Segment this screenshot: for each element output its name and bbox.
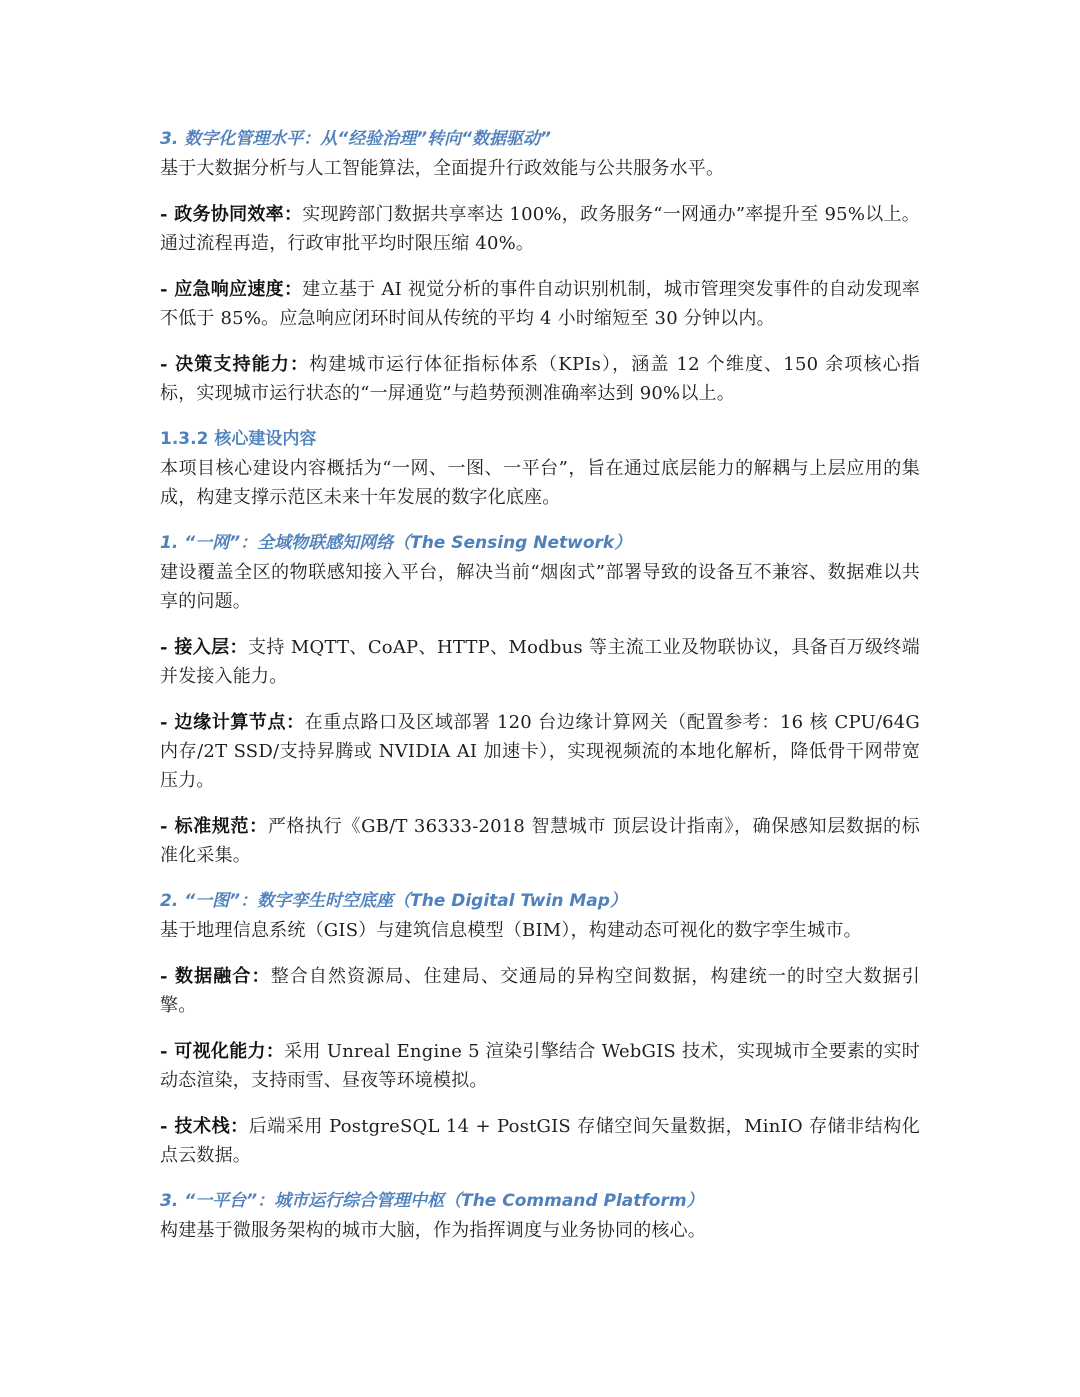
bullet-text: 构建城市运行体征指标体系（KPIs），涵盖 12 个维度、150 余项核心指标，实现城市运行状态的“一屏通览”与趋势预测准确率达到 90%以上。 bbox=[160, 354, 920, 404]
bullet-lead: - 可视化能力： bbox=[160, 1041, 285, 1062]
bullet-gov-efficiency bbox=[160, 200, 920, 258]
bullet-standards bbox=[160, 812, 920, 870]
bullet-data-fusion bbox=[160, 962, 920, 1020]
bullet-text: 采用 Unreal Engine 5 渲染引擎结合 WebGIS 技术，实现城市全要素的实时动态渲染，支持雨雪、昼夜等环境模拟。 bbox=[160, 1041, 920, 1091]
bullet-emergency-response bbox=[160, 275, 920, 333]
bullet-decision-support bbox=[160, 350, 920, 408]
bullet-text: 实现跨部门数据共享率达 100%，政务服务“一网通办”率提升至 95%以上。通过流程再造，行政审批平均时限压缩 40%。 bbox=[160, 204, 920, 254]
bullet-text: 严格执行《GB/T 36333-2018 智慧城市 顶层设计指南》，确保感知层数据的标准化采集。 bbox=[160, 816, 921, 866]
bullet-lead: - 政务协同效率： bbox=[160, 204, 303, 225]
bullet-text: 整合自然资源局、住建局、交通局的异构空间数据，构建统一的时空大数据引擎。 bbox=[160, 966, 920, 1016]
section-heading-sensing-network: 1. “一网”：全域物联感知网络（The Sensing Network） bbox=[160, 533, 632, 553]
bullet-edge-computing bbox=[160, 708, 920, 795]
bullet-lead: - 边缘计算节点： bbox=[160, 712, 305, 733]
bullet-text: 后端采用 PostgreSQL 14 + PostGIS 存储空间矢量数据，MinIO 存储非结构化点云数据。 bbox=[160, 1116, 921, 1166]
bullet-access-layer bbox=[160, 633, 920, 691]
paragraph-core-summary: 本项目核心建设内容概括为“一网、一图、一平台”，旨在通过底层能力的解耦与上层应用的集成，构建支撑示范区未来十年发展的数字化底座。 bbox=[160, 458, 920, 508]
paragraph-digital-twin: 基于地理信息系统（GIS）与建筑信息模型（BIM），构建动态可视化的数字孪生城市。 bbox=[160, 920, 862, 941]
document-page bbox=[160, 124, 920, 1245]
section-heading-command-platform: 3. “一平台”：城市运行综合管理中枢（The Command Platform） bbox=[160, 1191, 704, 1211]
paragraph-command-platform: 构建基于微服务架构的城市大脑，作为指挥调度与业务协同的核心。 bbox=[160, 1220, 706, 1241]
section-heading-data-driven: 3. 数字化管理水平：从“经验治理”转向“数据驱动” bbox=[160, 129, 551, 149]
bullet-lead: - 数据融合： bbox=[160, 966, 271, 987]
bullet-tech-stack bbox=[160, 1112, 920, 1170]
bullet-lead: - 标准规范： bbox=[160, 816, 268, 837]
bullet-text: 建立基于 AI 视觉分析的事件自动识别机制，城市管理突发事件的自动发现率不低于 85%。应急响应闭环时间从传统的平均 4 小时缩短至 30 分钟以内。 bbox=[160, 279, 920, 329]
bullet-lead: - 技术栈： bbox=[160, 1116, 249, 1137]
bullet-lead: - 接入层： bbox=[160, 637, 248, 658]
bullet-text: 在重点路口及区域部署 120 台边缘计算网关（配置参考：16 核 CPU/64G 内存/2T SSD/支持昇腾或 NVIDIA AI 加速卡），实现视频流的本地化解析，降低骨干网带宽压力。 bbox=[160, 712, 920, 791]
bullet-text: 支持 MQTT、CoAP、HTTP、Modbus 等主流工业及物联协议，具备百万级终端并发接入能力。 bbox=[160, 637, 921, 687]
bullet-visualization bbox=[160, 1037, 920, 1095]
section-heading-core-content: 1.3.2 核心建设内容 bbox=[160, 429, 317, 449]
paragraph-sensing-network: 建设覆盖全区的物联感知接入平台，解决当前“烟囱式”部署导致的设备互不兼容、数据难以共享的问题。 bbox=[160, 562, 920, 612]
paragraph-intro: 基于大数据分析与人工智能算法，全面提升行政效能与公共服务水平。 bbox=[160, 158, 725, 179]
bullet-lead: - 决策支持能力： bbox=[160, 354, 310, 375]
bullet-lead: - 应急响应速度： bbox=[160, 279, 303, 300]
section-heading-digital-twin: 2. “一图”：数字孪生时空底座（The Digital Twin Map） bbox=[160, 891, 627, 911]
